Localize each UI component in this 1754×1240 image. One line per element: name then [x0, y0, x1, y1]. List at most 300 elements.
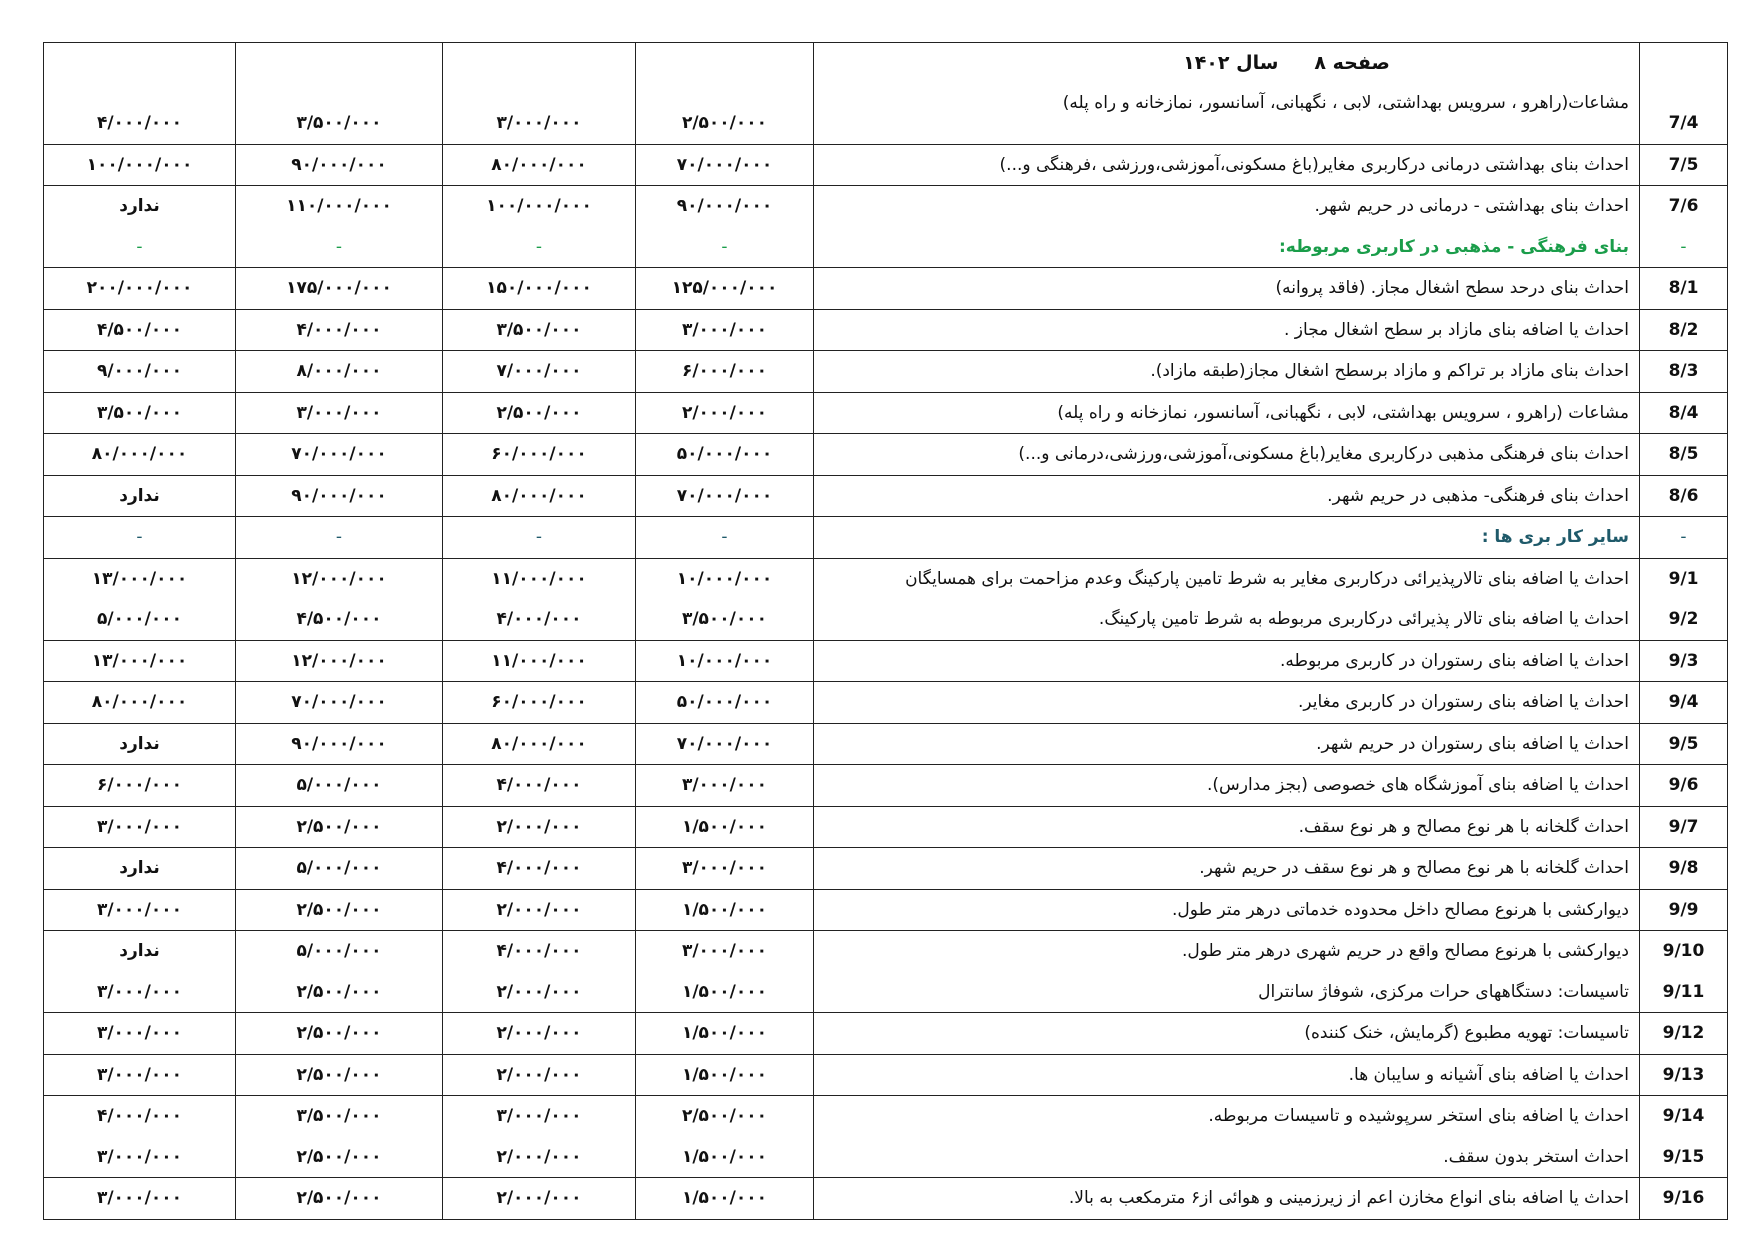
row-description: تاسیسات: دستگاههای حرات مرکزی، شوفاژ سانترال	[1258, 981, 1629, 1002]
cell-code	[1640, 682, 1728, 724]
row-value-1: ۱/۵۰۰/۰۰۰	[681, 981, 768, 1002]
cell-description	[814, 43, 1640, 145]
table-row	[44, 889, 1728, 931]
cell-value-1	[636, 144, 814, 186]
row-value-2: ۲/۰۰۰/۰۰۰	[496, 1023, 582, 1043]
cell-value-4	[44, 309, 236, 351]
row-value-2: ۶۰/۰۰۰/۰۰۰	[491, 692, 587, 712]
section-heading: سایر کار بری ها :	[1481, 527, 1629, 547]
row-value-1: ۲/۵۰۰/۰۰۰	[681, 1106, 768, 1126]
cell-code	[1640, 475, 1728, 517]
row-code: 9/5	[1668, 733, 1699, 754]
cell-code	[1640, 558, 1728, 640]
cell-value-1	[636, 1096, 814, 1178]
row-value-1: ۳/۰۰۰/۰۰۰	[681, 319, 768, 340]
row-value-4: ۳/۰۰۰/۰۰۰	[96, 1023, 183, 1043]
row-value-4: ندارد	[119, 485, 160, 506]
year-label: سال ۱۴۰۲	[1183, 52, 1279, 74]
cell-description	[814, 351, 1640, 393]
cell-code	[1640, 931, 1728, 1013]
row-value-1: ۳/۰۰۰/۰۰۰	[681, 858, 768, 878]
row-value-2: ۴/۰۰۰/۰۰۰	[496, 775, 582, 795]
cell-code	[1640, 723, 1728, 765]
cell-value-3	[236, 848, 443, 890]
row-value-3: ۱۱۰/۰۰۰/۰۰۰	[286, 196, 392, 216]
cell-value-3	[236, 1178, 443, 1220]
cell-description	[814, 1054, 1640, 1096]
row-value-4: ندارد	[119, 858, 160, 878]
row-code: 9/9	[1668, 899, 1699, 920]
cell-value-1	[636, 186, 814, 268]
row-value-3: ۵/۰۰۰/۰۰۰	[296, 775, 382, 795]
row-value-2: ۱۱/۰۰۰/۰۰۰	[491, 650, 587, 671]
row-value-2: ۱۰۰/۰۰۰/۰۰۰	[486, 196, 592, 216]
cell-value-2	[443, 640, 636, 682]
row-value-3: ۳/۵۰۰/۰۰۰	[296, 1106, 382, 1126]
table-row	[44, 931, 1728, 1013]
row-value-3: ۵/۰۰۰/۰۰۰	[296, 941, 382, 961]
row-description: احداث یا اضافه بنای استخر سرپوشیده و تاسیسات مربوطه.	[1208, 1106, 1629, 1126]
row-description: احداث یا اضافه بنای رستوران در حریم شهر.	[1316, 733, 1629, 754]
cell-code	[1640, 806, 1728, 848]
row-value-1: ۳/۰۰۰/۰۰۰	[681, 775, 768, 795]
cell-description	[814, 806, 1640, 848]
row-code: 7/5	[1668, 154, 1699, 175]
cell-value-2	[443, 765, 636, 807]
row-value-4: ندارد	[119, 941, 160, 961]
cell-value-1	[636, 434, 814, 476]
cell-value-2	[443, 475, 636, 517]
row-value-4: ۳/۰۰۰/۰۰۰	[96, 816, 183, 837]
section-heading: بنای فرهنگی - مذهبی در کاربری مربوطه:	[1278, 236, 1629, 257]
header-spacer	[44, 43, 235, 103]
cell-value-1	[636, 889, 814, 931]
row-code: 9/15	[1662, 1146, 1705, 1167]
row-value-4: ۳/۰۰۰/۰۰۰	[96, 1064, 183, 1085]
row-value-1: ۲/۵۰۰/۰۰۰	[681, 113, 768, 133]
row-description: احداث یا اضافه بنای مازاد بر سطح اشغال مجاز .	[1284, 319, 1629, 340]
cell-value-3	[236, 889, 443, 931]
cell-description	[814, 392, 1640, 434]
row-value-1: ۷۰/۰۰۰/۰۰۰	[676, 485, 773, 506]
row-description: احداث یا اضافه بنای آموزشگاه های خصوصی (بجز مدارس).	[1206, 775, 1629, 795]
cell-value-4	[44, 268, 236, 310]
cell-code	[1640, 640, 1728, 682]
row-value-2: ۴/۰۰۰/۰۰۰	[496, 858, 582, 878]
row-description: احداث بنای مازاد بر تراکم و مازاد برسطح اشغال مجاز(طبقه مازاد).	[1150, 361, 1629, 381]
row-value-3: ۱۲/۰۰۰/۰۰۰	[291, 650, 387, 671]
row-description: تاسیسات: تهویه مطبوع (گرمایش، خنک کننده)	[1304, 1023, 1629, 1043]
cell-value-3	[236, 43, 443, 145]
cell-value-4	[44, 186, 236, 268]
row-description: احداث گلخانه با هر نوع مصالح و هر نوع سقف.	[1298, 816, 1629, 837]
table-row	[44, 640, 1728, 682]
cell-value-3	[236, 640, 443, 682]
cell-value-1	[636, 517, 814, 559]
row-code: 9/14	[1662, 1106, 1705, 1126]
cell-value-2	[443, 723, 636, 765]
row-value-3: ۲/۵۰۰/۰۰۰	[296, 1023, 382, 1043]
table-row	[44, 1178, 1728, 1220]
row-value-4: ۱۰۰/۰۰۰/۰۰۰	[86, 154, 193, 175]
row-value-1: ۱۰/۰۰۰/۰۰۰	[676, 650, 773, 671]
cell-description	[814, 309, 1640, 351]
row-description: احداث بنای بهداشتی درمانی درکاربری مغایر(باغ مسکونی،آموزشی،ورزشی ،فرهنگی و...)	[999, 154, 1629, 175]
row-value-3: ۴/۰۰۰/۰۰۰	[296, 319, 382, 340]
cell-value-1	[636, 723, 814, 765]
row-value-3: ۷۰/۰۰۰/۰۰۰	[291, 692, 387, 712]
cell-value-1	[636, 640, 814, 682]
row-value-4: ۳/۰۰۰/۰۰۰	[96, 1188, 183, 1208]
row-value-3: ۲/۵۰۰/۰۰۰	[296, 1064, 382, 1085]
table-row	[44, 848, 1728, 890]
row-value-4: ۳/۰۰۰/۰۰۰	[96, 899, 183, 920]
row-description: احداث گلخانه با هر نوع مصالح و هر نوع سقف در حریم شهر.	[1199, 858, 1629, 878]
cell-value-4	[44, 392, 236, 434]
cell-code	[1640, 1096, 1728, 1178]
row-value-1: ۶/۰۰۰/۰۰۰	[681, 361, 768, 381]
header-spacer	[636, 43, 813, 103]
cell-value-1	[636, 558, 814, 640]
row-value-2: ۲/۰۰۰/۰۰۰	[496, 981, 582, 1002]
row-value-2: ۳/۰۰۰/۰۰۰	[496, 1106, 582, 1126]
row-value-1: ۲/۰۰۰/۰۰۰	[681, 402, 768, 423]
cell-value-3	[236, 931, 443, 1013]
row-value-2: ۳/۰۰۰/۰۰۰	[496, 113, 582, 133]
row-code: 9/12	[1662, 1023, 1705, 1043]
cell-description	[814, 517, 1640, 559]
cell-description	[814, 558, 1640, 640]
row-code: 9/8	[1668, 858, 1699, 878]
row-value-2: ۲/۰۰۰/۰۰۰	[496, 1146, 582, 1167]
cell-code	[1640, 351, 1728, 393]
cell-value-2	[443, 931, 636, 1013]
cell-value-4	[44, 1013, 236, 1055]
cell-value-3	[236, 392, 443, 434]
cell-description	[814, 889, 1640, 931]
row-code: 7/4	[1668, 113, 1699, 133]
table-row	[44, 475, 1728, 517]
table-row	[44, 268, 1728, 310]
row-value-3: ۲/۵۰۰/۰۰۰	[296, 899, 382, 920]
table-row	[44, 392, 1728, 434]
row-value-4: ۲۰۰/۰۰۰/۰۰۰	[86, 278, 193, 298]
table-row	[44, 765, 1728, 807]
cell-value-4	[44, 806, 236, 848]
cell-description	[814, 1013, 1640, 1055]
row-value-2: ۴/۰۰۰/۰۰۰	[496, 941, 582, 961]
cell-value-4	[44, 765, 236, 807]
cell-value-3	[236, 351, 443, 393]
row-code: 8/2	[1668, 319, 1699, 340]
cell-code	[1640, 392, 1728, 434]
row-value-2: ۸۰/۰۰۰/۰۰۰	[491, 733, 587, 754]
row-description: مشاعات (راهرو ، سرویس بهداشتی، لابی ، نگهبانی، آسانسور، نمازخانه و راه پله)	[1057, 402, 1629, 423]
row-value-1: ۱۰/۰۰۰/۰۰۰	[676, 568, 773, 589]
cell-code	[1640, 43, 1728, 145]
row-code: 9/3	[1668, 650, 1699, 671]
cell-description	[814, 186, 1640, 268]
cell-value-1	[636, 931, 814, 1013]
row-value-4: ۵/۰۰۰/۰۰۰	[96, 609, 183, 629]
row-value-2: ۲/۰۰۰/۰۰۰	[496, 899, 582, 920]
cell-value-2	[443, 434, 636, 476]
table-row	[44, 723, 1728, 765]
row-description: مشاعات(راهرو ، سرویس بهداشتی، لابی ، نگهبانی، آسانسور، نمازخانه و راه پله)	[1062, 93, 1629, 113]
cell-value-2	[443, 1096, 636, 1178]
row-value-1: ۵۰/۰۰۰/۰۰۰	[676, 692, 773, 712]
cell-value-2	[443, 268, 636, 310]
cell-value-3	[236, 517, 443, 559]
page-header	[814, 43, 1639, 83]
cell-value-3	[236, 723, 443, 765]
cell-value-2	[443, 351, 636, 393]
cell-code	[1640, 309, 1728, 351]
cell-value-4	[44, 640, 236, 682]
cell-code	[1640, 1178, 1728, 1220]
row-description: احداث یا اضافه بنای آشیانه و سایبان ها.	[1348, 1064, 1629, 1085]
cell-value-4	[44, 931, 236, 1013]
row-value-4: ۳/۰۰۰/۰۰۰	[96, 1146, 183, 1167]
row-value-1: ۱/۵۰۰/۰۰۰	[681, 1146, 768, 1167]
cell-description	[814, 144, 1640, 186]
cell-code	[1640, 848, 1728, 890]
row-value-4: -	[136, 527, 143, 547]
row-code: -	[1680, 527, 1687, 547]
cell-value-2	[443, 186, 636, 268]
cell-value-3	[236, 806, 443, 848]
table-row	[44, 682, 1728, 724]
cell-value-4	[44, 144, 236, 186]
row-code: 9/10	[1662, 941, 1705, 961]
cell-code	[1640, 186, 1728, 268]
cell-value-4	[44, 517, 236, 559]
row-code: 9/4	[1668, 692, 1699, 712]
row-value-4: -	[136, 236, 143, 257]
cell-code	[1640, 517, 1728, 559]
cell-code	[1640, 434, 1728, 476]
cell-value-3	[236, 309, 443, 351]
cell-value-1	[636, 392, 814, 434]
row-value-3: ۵/۰۰۰/۰۰۰	[296, 858, 382, 878]
cell-value-1	[636, 309, 814, 351]
cell-description	[814, 475, 1640, 517]
cell-value-2	[443, 309, 636, 351]
row-value-1: ۱۲۵/۰۰۰/۰۰۰	[671, 278, 778, 298]
row-value-3: ۴/۵۰۰/۰۰۰	[296, 609, 382, 629]
row-value-4: ۱۳/۰۰۰/۰۰۰	[91, 568, 188, 589]
cell-value-2	[443, 1054, 636, 1096]
cell-value-4	[44, 475, 236, 517]
row-code: 9/16	[1662, 1188, 1705, 1208]
cell-value-1	[636, 268, 814, 310]
cell-value-3	[236, 682, 443, 724]
row-value-4: ۴/۰۰۰/۰۰۰	[96, 1106, 183, 1126]
row-value-3: ۱۷۵/۰۰۰/۰۰۰	[286, 278, 392, 298]
tariff-table	[43, 42, 1728, 1220]
table-row	[44, 43, 1728, 145]
row-value-3: -	[335, 236, 343, 257]
row-value-4: ندارد	[119, 733, 160, 754]
row-code: -	[1680, 236, 1687, 257]
cell-code	[1640, 1054, 1728, 1096]
row-description: احداث یا اضافه بنای تالارپذیرائی درکاربری مغایر به شرط تامین پارکینگ وعدم مزاحمت برای همسایگان	[905, 568, 1629, 589]
cell-value-1	[636, 806, 814, 848]
cell-value-1	[636, 765, 814, 807]
cell-value-2	[443, 889, 636, 931]
row-value-2: ۶۰/۰۰۰/۰۰۰	[491, 444, 587, 464]
row-value-1: ۷۰/۰۰۰/۰۰۰	[676, 733, 773, 754]
row-value-1: ۱/۵۰۰/۰۰۰	[681, 899, 768, 920]
cell-value-3	[236, 1054, 443, 1096]
row-code: 8/3	[1668, 361, 1699, 381]
cell-description	[814, 434, 1640, 476]
row-value-1: ۱/۵۰۰/۰۰۰	[681, 1023, 768, 1043]
row-value-1: ۳/۰۰۰/۰۰۰	[681, 941, 768, 961]
cell-description	[814, 682, 1640, 724]
row-value-4: ۳/۵۰۰/۰۰۰	[96, 402, 183, 423]
table-row	[44, 1096, 1728, 1178]
table-row	[44, 351, 1728, 393]
cell-value-4	[44, 889, 236, 931]
row-code: 9/13	[1662, 1064, 1705, 1085]
row-code: 7/6	[1668, 196, 1699, 216]
row-description: احداث یا اضافه بنای تالار پذیرائی درکاربری مربوطه به شرط تامین پارکینگ.	[1098, 609, 1629, 629]
row-value-3: ۱۲/۰۰۰/۰۰۰	[291, 568, 387, 589]
cell-value-4	[44, 1096, 236, 1178]
cell-value-2	[443, 43, 636, 145]
row-value-1: ۱/۵۰۰/۰۰۰	[681, 1188, 768, 1208]
header-spacer	[443, 43, 635, 103]
table-row	[44, 434, 1728, 476]
row-value-4: ۸۰/۰۰۰/۰۰۰	[91, 692, 188, 712]
cell-value-2	[443, 806, 636, 848]
row-value-2: ۲/۰۰۰/۰۰۰	[496, 1188, 582, 1208]
cell-description	[814, 268, 1640, 310]
row-description: احداث بنای درحد سطح اشغال مجاز. (فاقد پروانه)	[1275, 278, 1629, 298]
row-code: 8/4	[1668, 402, 1699, 423]
table-row	[44, 517, 1728, 559]
cell-description	[814, 1096, 1640, 1178]
cell-value-4	[44, 1054, 236, 1096]
row-value-4: ۸۰/۰۰۰/۰۰۰	[91, 444, 188, 464]
row-code: 9/2	[1668, 609, 1699, 629]
cell-value-3	[236, 186, 443, 268]
cell-value-3	[236, 434, 443, 476]
cell-value-4	[44, 723, 236, 765]
row-value-4: ۹/۰۰۰/۰۰۰	[96, 361, 183, 381]
cell-code	[1640, 1013, 1728, 1055]
cell-value-4	[44, 434, 236, 476]
cell-value-2	[443, 1013, 636, 1055]
table-row	[44, 1013, 1728, 1055]
table-row	[44, 1054, 1728, 1096]
row-value-3: ۹۰/۰۰۰/۰۰۰	[291, 733, 387, 754]
cell-value-3	[236, 475, 443, 517]
row-value-3: ۲/۵۰۰/۰۰۰	[296, 1188, 382, 1208]
row-description: احداث بنای بهداشتی - درمانی در حریم شهر.	[1314, 196, 1629, 216]
row-value-1: ۵۰/۰۰۰/۰۰۰	[676, 444, 773, 464]
row-code: 9/11	[1662, 981, 1705, 1002]
row-value-3: -	[335, 527, 343, 547]
row-code: 9/6	[1668, 775, 1699, 795]
row-value-4: ندارد	[119, 196, 160, 216]
row-value-1: -	[721, 527, 728, 547]
table-row	[44, 309, 1728, 351]
cell-value-2	[443, 558, 636, 640]
row-value-1: ۱/۵۰۰/۰۰۰	[681, 816, 768, 837]
table-row	[44, 186, 1728, 268]
row-code: 8/6	[1668, 485, 1699, 506]
cell-value-1	[636, 1178, 814, 1220]
cell-value-2	[443, 517, 636, 559]
row-value-4: ۱۳/۰۰۰/۰۰۰	[91, 650, 188, 671]
row-value-1: ۱/۵۰۰/۰۰۰	[681, 1064, 768, 1085]
cell-value-3	[236, 268, 443, 310]
row-value-1: ۷۰/۰۰۰/۰۰۰	[676, 154, 773, 175]
cell-value-4	[44, 682, 236, 724]
row-value-2: ۴/۰۰۰/۰۰۰	[496, 609, 582, 629]
row-value-3: ۸/۰۰۰/۰۰۰	[296, 361, 382, 381]
row-value-2: ۷/۰۰۰/۰۰۰	[496, 361, 582, 381]
header-spacer	[236, 43, 442, 103]
row-code: 8/1	[1668, 278, 1699, 298]
cell-value-3	[236, 1096, 443, 1178]
row-value-3: ۹۰/۰۰۰/۰۰۰	[291, 154, 387, 175]
row-value-1: ۳/۵۰۰/۰۰۰	[681, 609, 768, 629]
row-value-1: -	[721, 236, 728, 257]
cell-value-2	[443, 848, 636, 890]
row-description: احداث یا اضافه بنای انواع مخازن اعم از زیرزمینی و هوائی از۶ مترمکعب به بالا.	[1068, 1188, 1629, 1208]
row-description: احداث یا اضافه بنای رستوران در کاربری مربوطه.	[1279, 650, 1629, 671]
row-value-4: ۴/۰۰۰/۰۰۰	[96, 113, 183, 133]
row-value-2: -	[535, 527, 543, 547]
row-value-2: ۲/۵۰۰/۰۰۰	[496, 402, 582, 423]
cell-value-4	[44, 1178, 236, 1220]
row-description: احداث یا اضافه بنای رستوران در کاربری مغایر.	[1297, 692, 1629, 712]
cell-code	[1640, 144, 1728, 186]
row-description: دیوارکشی با هرنوع مصالح واقع در حریم شهری درهر متر طول.	[1182, 941, 1629, 961]
cell-description	[814, 640, 1640, 682]
row-value-2: ۱۵۰/۰۰۰/۰۰۰	[486, 278, 592, 298]
row-description: احداث بنای فرهنگی- مذهبی در حریم شهر.	[1327, 485, 1629, 506]
cell-value-3	[236, 1013, 443, 1055]
row-value-1: ۹۰/۰۰۰/۰۰۰	[676, 196, 773, 216]
cell-value-1	[636, 351, 814, 393]
cell-description	[814, 848, 1640, 890]
cell-value-3	[236, 765, 443, 807]
row-value-2: ۸۰/۰۰۰/۰۰۰	[491, 485, 587, 506]
row-value-3: ۲/۵۰۰/۰۰۰	[296, 1146, 382, 1167]
cell-value-1	[636, 1013, 814, 1055]
row-value-3: ۹۰/۰۰۰/۰۰۰	[291, 485, 387, 506]
row-value-3: ۲/۵۰۰/۰۰۰	[296, 981, 382, 1002]
row-description: احداث بنای فرهنگی مذهبی درکاربری مغایر(باغ مسکونی،آموزشی،ورزشی،درمانی و...)	[1018, 444, 1629, 464]
table-row	[44, 144, 1728, 186]
cell-value-4	[44, 848, 236, 890]
tariff-table-body	[44, 43, 1728, 1220]
cell-value-2	[443, 144, 636, 186]
row-value-2: ۸۰/۰۰۰/۰۰۰	[491, 154, 587, 175]
cell-description	[814, 931, 1640, 1013]
cell-value-2	[443, 682, 636, 724]
cell-value-4	[44, 351, 236, 393]
table-row	[44, 806, 1728, 848]
row-value-3: ۳/۰۰۰/۰۰۰	[296, 402, 382, 423]
cell-value-2	[443, 1178, 636, 1220]
cell-code	[1640, 268, 1728, 310]
cell-value-4	[44, 558, 236, 640]
